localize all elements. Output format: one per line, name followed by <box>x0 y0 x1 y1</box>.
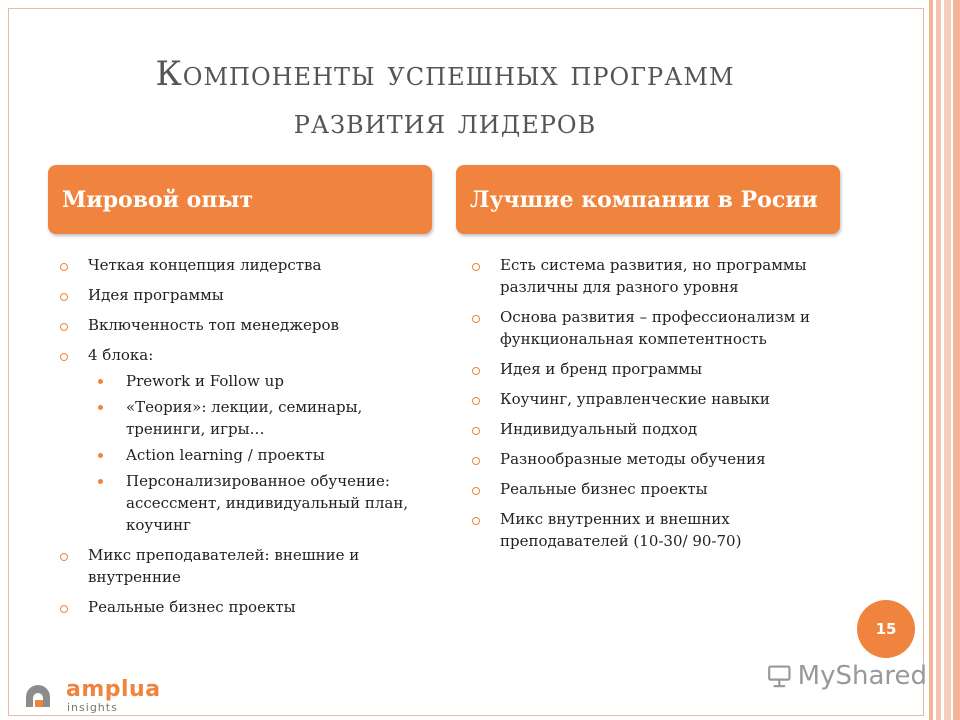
myshared-watermark <box>767 656 927 696</box>
ring-bullet-icon <box>60 323 68 331</box>
page-number-badge <box>857 600 915 658</box>
ring-bullet-icon <box>472 457 480 465</box>
list-item: Идея программы <box>58 284 438 306</box>
ring-bullet-icon <box>60 293 68 301</box>
amplua-logo <box>22 677 182 717</box>
slide-title-line2: развития лидеров <box>293 102 597 142</box>
dot-bullet-icon <box>98 405 103 410</box>
ring-bullet-icon <box>60 353 68 361</box>
amplua-mark-icon <box>22 683 56 711</box>
amplua-name: amplua <box>66 677 161 702</box>
slide-title-line1: Компоненты успешных программ <box>155 54 735 94</box>
ring-bullet-icon <box>472 315 480 323</box>
list-item: Реальные бизнес проекты <box>58 596 438 618</box>
list-item: Идея и бренд программы <box>470 358 845 380</box>
list-item: Индивидуальный подход <box>470 418 845 440</box>
amplua-subtitle: insights <box>67 701 118 714</box>
list-item: Основа развития – профессионализм и функциональная компетентность <box>470 306 845 350</box>
right-column-list <box>470 254 845 560</box>
sublist <box>88 370 438 536</box>
list-item: Микс внутренних и внешних преподавателей (10-30/ 90-70) <box>470 508 845 552</box>
left-column-header <box>48 165 432 234</box>
ring-bullet-icon <box>472 397 480 405</box>
decorative-stripes <box>926 0 960 720</box>
ring-bullet-icon <box>60 263 68 271</box>
dot-bullet-icon <box>98 479 103 484</box>
list-item: 4 блока: Prework и Follow up «Теория»: лекции, семинары, тренинги, игры… Action learning / проекты Персонализированное обучение: ассессмент, индивидуальный план, коучинг <box>58 344 438 536</box>
list-item: Реальные бизнес проекты <box>470 478 845 500</box>
list-item: Включенность топ менеджеров <box>58 314 438 336</box>
sublist-item: Prework и Follow up <box>88 370 438 392</box>
ring-bullet-icon <box>472 427 480 435</box>
dot-bullet-icon <box>98 379 103 384</box>
left-header-text: Мировой опыт <box>62 186 254 213</box>
sublist-item: «Теория»: лекции, семинары, тренинги, игры… <box>88 396 438 440</box>
list-item: Четкая концепция лидерства <box>58 254 438 276</box>
left-column-list <box>58 254 438 626</box>
list-item: Коучинг, управленческие навыки <box>470 388 845 410</box>
list-item: Микс преподавателей: внешние и внутренние <box>58 544 438 588</box>
list-item: Есть система развития, но программы различны для разного уровня <box>470 254 845 298</box>
ring-bullet-icon <box>472 367 480 375</box>
dot-bullet-icon <box>98 453 103 458</box>
right-header-text: Лучшие компании в Росии <box>470 186 818 213</box>
page-number: 15 <box>875 620 897 638</box>
ring-bullet-icon <box>472 517 480 525</box>
sublist-item: Персонализированное обучение: ассессмент, индивидуальный план, коучинг <box>88 470 438 536</box>
myshared-text: MyShared <box>797 661 927 691</box>
ring-bullet-icon <box>472 487 480 495</box>
presentation-board-icon <box>767 659 792 693</box>
sublist-item: Action learning / проекты <box>88 444 438 466</box>
list-item: Разнообразные методы обучения <box>470 448 845 470</box>
ring-bullet-icon <box>60 553 68 561</box>
ring-bullet-icon <box>472 263 480 271</box>
right-column-header <box>456 165 840 234</box>
ring-bullet-icon <box>60 605 68 613</box>
